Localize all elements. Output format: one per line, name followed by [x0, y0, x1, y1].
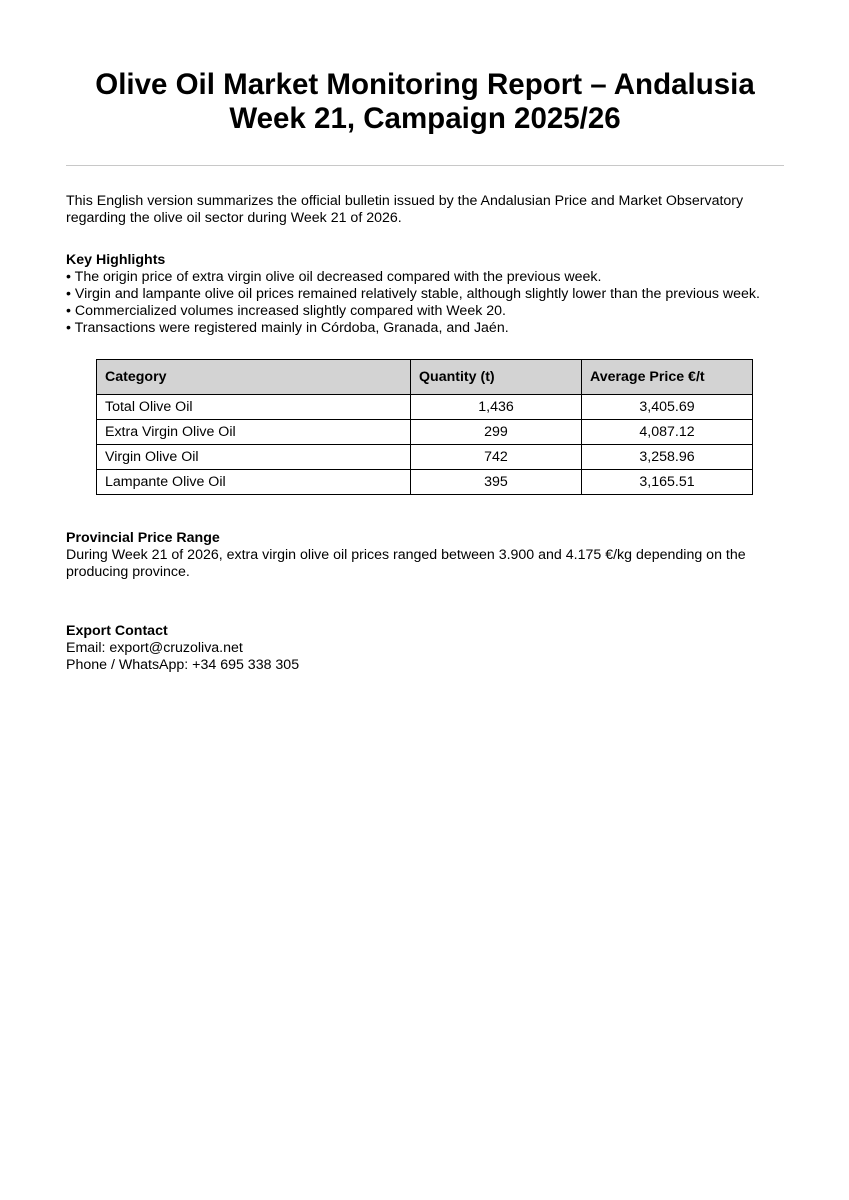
header-category: Category: [97, 360, 411, 395]
header-quantity: Quantity (t): [411, 360, 582, 395]
cell-price: 3,405.69: [582, 395, 753, 420]
key-highlights-heading: Key Highlights: [66, 252, 166, 268]
export-contact-heading: Export Contact: [66, 623, 168, 639]
report-title-line-1: Olive Oil Market Monitoring Report – Andalusia: [95, 68, 755, 101]
report-page: [66, 0, 784, 674]
table-row: [97, 395, 753, 420]
export-contact-section: [66, 623, 784, 674]
intro-paragraph: This English version summarizes the official bulletin issued by the Andalusian Price and Market Observatory regarding the olive oil sector during Week 21 of 2026.: [66, 193, 744, 226]
highlight-item: • Commercialized volumes increased slightly compared with Week 20.: [66, 303, 506, 319]
cell-category: Extra Virgin Olive Oil: [97, 420, 411, 445]
contact-email: Email: export@cruzoliva.net: [66, 640, 243, 656]
cell-quantity: 299: [411, 420, 582, 445]
cell-price: 3,165.51: [582, 470, 753, 495]
report-title-line-2: Week 21, Campaign 2025/26: [229, 102, 621, 135]
market-data-table: [96, 359, 753, 495]
cell-quantity: 395: [411, 470, 582, 495]
cell-price: 4,087.12: [582, 420, 753, 445]
header-average-price: Average Price €/t: [582, 360, 753, 395]
table-header-row: [97, 360, 753, 395]
price-range-heading: Provincial Price Range: [66, 530, 220, 546]
highlight-item: • Virgin and lampante olive oil prices remained relatively stable, although slightly lower than the previous week.: [66, 286, 760, 302]
report-title: [66, 68, 784, 136]
title-divider: [66, 165, 784, 166]
cell-category: Virgin Olive Oil: [97, 445, 411, 470]
cell-price: 3,258.96: [582, 445, 753, 470]
key-highlights-section: [66, 252, 784, 337]
cell-quantity: 1,436: [411, 395, 582, 420]
contact-phone: Phone / WhatsApp: +34 695 338 305: [66, 657, 300, 673]
highlight-item: • Transactions were registered mainly in Córdoba, Granada, and Jaén.: [66, 320, 509, 336]
price-range-section: [66, 530, 784, 581]
cell-category: Lampante Olive Oil: [97, 470, 411, 495]
table-row: [97, 470, 753, 495]
cell-quantity: 742: [411, 445, 582, 470]
price-range-text: During Week 21 of 2026, extra virgin olive oil prices ranged between 3.900 and 4.175 €/kg depending on the producing province.: [66, 547, 746, 580]
highlight-item: • The origin price of extra virgin olive oil decreased compared with the previous week.: [66, 269, 602, 285]
table-row: [97, 445, 753, 470]
cell-category: Total Olive Oil: [97, 395, 411, 420]
table-row: [97, 420, 753, 445]
